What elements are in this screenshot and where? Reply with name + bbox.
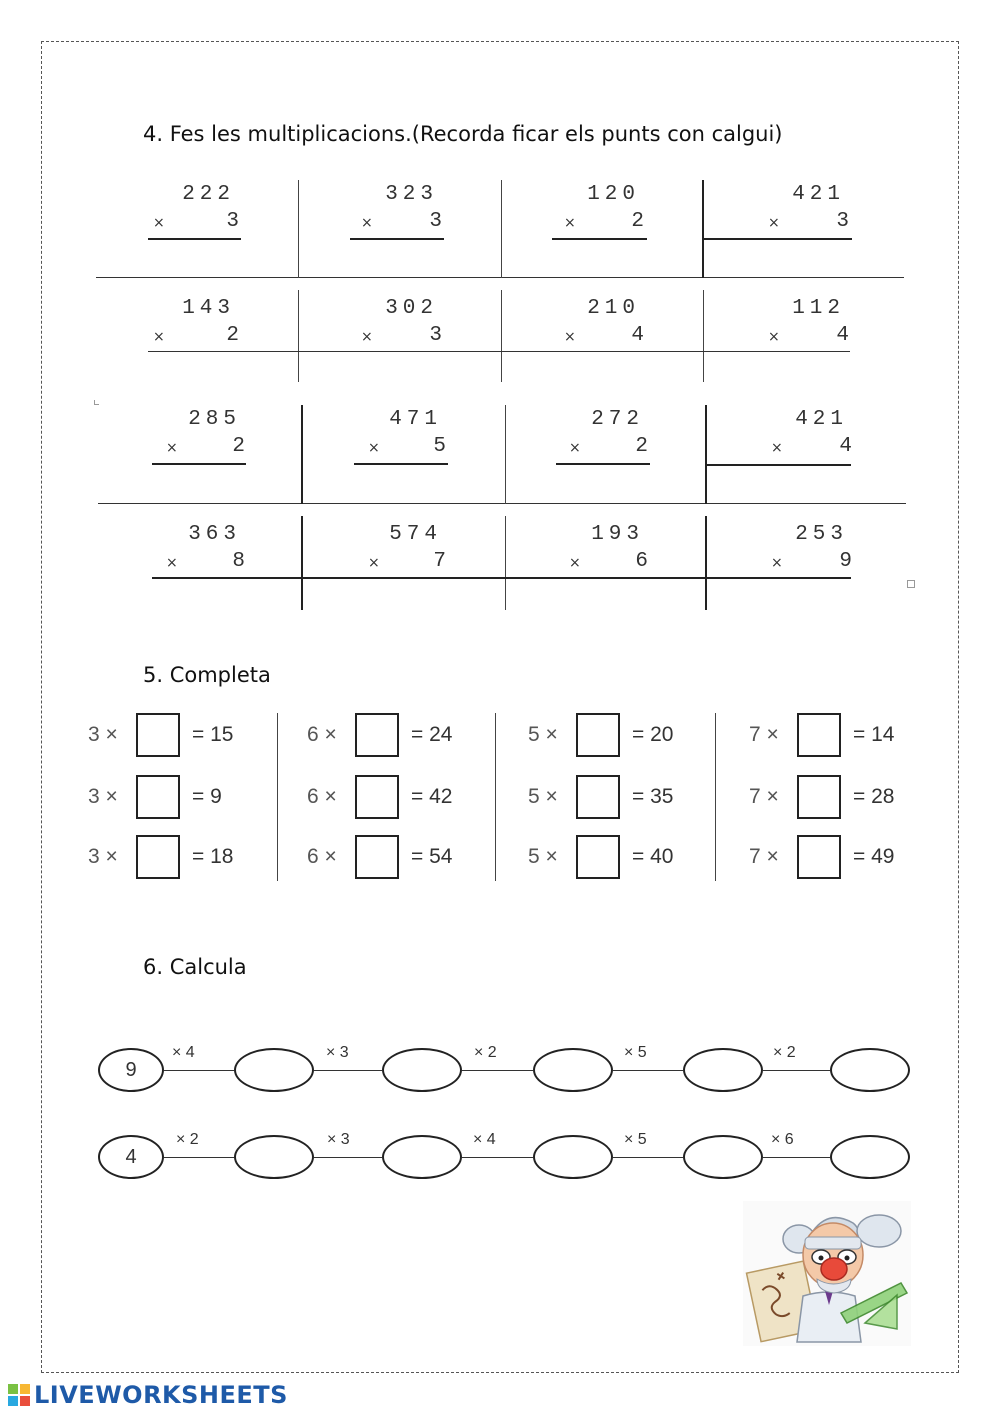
times-sign: × [768,215,780,231]
factor-label: 5 × [528,723,558,746]
chain-connector [164,1070,234,1071]
product-label: = 15 [192,723,234,746]
chain-start-oval: 9 [98,1048,164,1092]
product-label: = 28 [853,785,895,808]
factor-label: 7 × [749,723,779,746]
chain-connector [763,1070,830,1071]
column-divider [298,290,299,382]
divider-line [96,277,904,278]
answer-oval[interactable] [683,1048,763,1092]
operation-label: × 4 [473,1131,496,1148]
chain-connector [462,1070,533,1071]
times-sign: × [361,215,373,231]
product-label: = 40 [632,845,674,868]
logo-icon [8,1384,30,1406]
operation-label: × 5 [624,1131,647,1148]
column-divider [505,405,506,504]
multiplicand: 112 [792,297,845,320]
answer-box[interactable] [797,775,841,819]
multiplier: 7 [433,550,446,573]
product-label: = 42 [411,785,453,808]
multiplier: 8 [232,550,245,573]
product-label: = 35 [632,785,674,808]
multiplier: 3 [429,210,442,233]
product-label: = 18 [192,845,234,868]
answer-box[interactable] [797,713,841,757]
multiplicand: 285 [188,408,241,431]
answer-box[interactable] [355,835,399,879]
multiplicand: 363 [188,523,241,546]
answer-oval[interactable] [533,1135,613,1179]
multiplier: 4 [631,324,644,347]
operation-label: × 3 [327,1131,350,1148]
multiplier: 2 [635,435,648,458]
answer-oval[interactable] [830,1048,910,1092]
answer-box[interactable] [355,713,399,757]
chain-connector [164,1157,234,1158]
multiplier: 4 [836,324,849,347]
answer-oval[interactable] [234,1048,314,1092]
times-sign: × [768,329,780,345]
answer-box[interactable] [136,835,180,879]
answer-oval[interactable] [234,1135,314,1179]
product-label: = 24 [411,723,453,746]
product-label: = 14 [853,723,895,746]
multiplicand: 421 [795,408,848,431]
chain-connector [613,1157,683,1158]
product-label: = 9 [192,785,222,808]
professor-picture [743,1201,911,1346]
multiplicand: 323 [385,183,438,206]
answer-oval[interactable] [533,1048,613,1092]
corner-mark [94,400,99,405]
answer-oval[interactable] [382,1135,462,1179]
times-sign: × [153,215,165,231]
multiplier: 2 [226,324,239,347]
answer-line [152,463,246,465]
times-sign: × [166,440,178,456]
operation-label: × 5 [624,1044,647,1061]
factor-label: 5 × [528,845,558,868]
multiplier: 5 [433,435,446,458]
column-divider [277,713,278,881]
chain-connector [314,1070,382,1071]
factor-label: 3 × [88,845,118,868]
section-5-title: 5. Completa [143,663,271,687]
multiplier: 9 [839,550,852,573]
answer-line [354,463,448,465]
product-label: = 20 [632,723,674,746]
corner-mark [907,580,915,588]
column-divider [702,180,704,278]
factor-label: 7 × [749,785,779,808]
multiplier: 3 [226,210,239,233]
column-divider [705,405,707,504]
product-label: = 54 [411,845,453,868]
operation-label: × 2 [773,1044,796,1061]
column-divider [301,516,303,610]
answer-box[interactable] [136,775,180,819]
section-4-title: 4. Fes les multiplicacions.(Recorda ficar els punts con calgui) [143,122,783,146]
section-6-title: 6. Calcula [143,955,247,979]
liveworksheets-logo [8,1381,288,1409]
answer-oval[interactable] [683,1135,763,1179]
column-divider [495,713,496,881]
column-divider [301,405,303,504]
professor-illustration [743,1201,911,1346]
column-divider [505,516,506,610]
answer-line [552,238,647,240]
column-divider [715,713,716,881]
operation-label: × 4 [172,1044,195,1061]
factor-label: 6 × [307,723,337,746]
answer-line [556,463,650,465]
multiplier: 4 [839,435,852,458]
multiplicand: 222 [182,183,235,206]
multiplicand: 302 [385,297,438,320]
answer-box[interactable] [576,775,620,819]
column-divider [501,290,502,382]
answer-box[interactable] [136,713,180,757]
multiplicand: 143 [182,297,235,320]
multiplicand: 574 [389,523,442,546]
operation-label: × 2 [474,1044,497,1061]
times-sign: × [569,555,581,571]
divider-line [98,503,906,504]
factor-label: 5 × [528,785,558,808]
multiplicand: 471 [389,408,442,431]
times-sign: × [564,215,576,231]
answer-box[interactable] [576,835,620,879]
answer-oval[interactable] [382,1048,462,1092]
multiplier: 6 [635,550,648,573]
times-sign: × [153,329,165,345]
column-divider [705,516,707,610]
multiplicand: 193 [591,523,644,546]
multiplicand: 253 [795,523,848,546]
factor-label: 3 × [88,723,118,746]
multiplicand: 421 [792,183,845,206]
logo-text: LIVEWORKSHEETS [34,1381,288,1409]
answer-line [350,238,444,240]
answer-line [148,238,241,240]
product-label: = 49 [853,845,895,868]
answer-line [152,577,851,579]
chain-connector [462,1157,533,1158]
answer-line [702,238,852,240]
multiplier: 2 [232,435,245,458]
chain-connector [763,1157,830,1158]
answer-line [705,464,851,466]
times-sign: × [166,555,178,571]
multiplicand: 120 [587,183,640,206]
chain-start-oval: 4 [98,1135,164,1179]
factor-label: 3 × [88,785,118,808]
answer-box[interactable] [797,835,841,879]
chain-connector [613,1070,683,1071]
times-sign: × [361,329,373,345]
multiplicand: 210 [587,297,640,320]
answer-line [148,351,850,352]
factor-label: 7 × [749,845,779,868]
times-sign: × [771,555,783,571]
worksheet-frame [41,41,959,1373]
times-sign: × [368,555,380,571]
column-divider [298,180,299,278]
times-sign: × [569,440,581,456]
operation-label: × 6 [771,1131,794,1148]
answer-oval[interactable] [830,1135,910,1179]
multiplicand: 272 [591,408,644,431]
answer-box[interactable] [355,775,399,819]
column-divider [703,290,704,382]
times-sign: × [564,329,576,345]
operation-label: × 3 [326,1044,349,1061]
chain-connector [314,1157,382,1158]
multiplier: 3 [836,210,849,233]
factor-label: 6 × [307,785,337,808]
multiplier: 2 [631,210,644,233]
times-sign: × [771,440,783,456]
multiplier: 3 [429,324,442,347]
operation-label: × 2 [176,1131,199,1148]
times-sign: × [368,440,380,456]
factor-label: 6 × [307,845,337,868]
column-divider [501,180,502,278]
answer-box[interactable] [576,713,620,757]
